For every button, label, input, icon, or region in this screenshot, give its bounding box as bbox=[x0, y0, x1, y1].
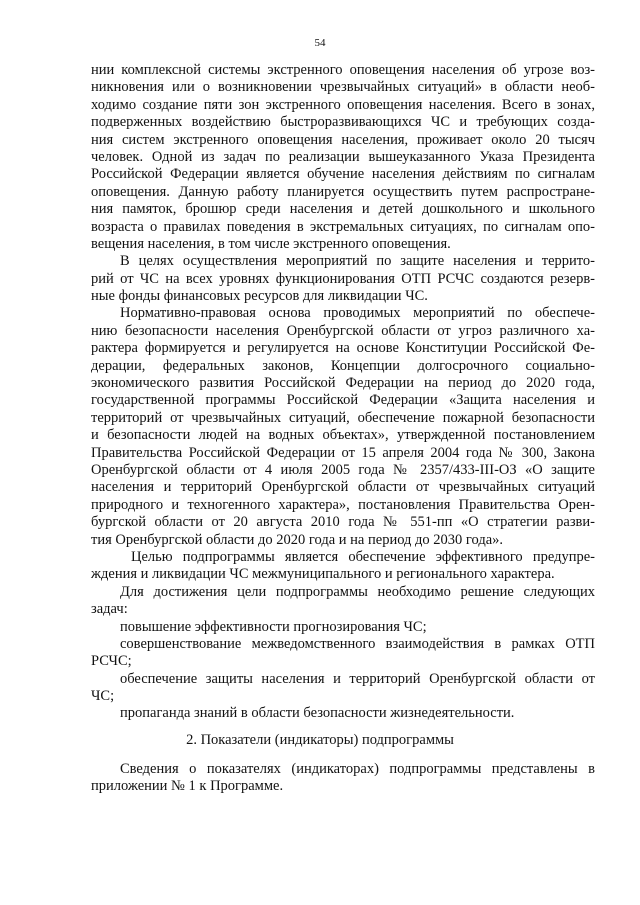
paragraph bbox=[91, 253, 595, 305]
text-line: Для достижения цели подпрограммы необходимо решение следующих bbox=[120, 583, 595, 600]
paragraph bbox=[91, 761, 595, 796]
text-line: пропаганда знаний в области безопасности жизнедеятельности. bbox=[120, 705, 515, 722]
paragraph bbox=[91, 305, 595, 548]
text-line: бургской области от 20 августа 2010 года № 551-пп «О стратегии разви- bbox=[91, 514, 595, 531]
text-line: обеспечение защиты населения и территорий Оренбургской области от bbox=[120, 670, 595, 687]
text-line: нии комплексной системы экстренного оповещения населения об угрозе воз- bbox=[91, 62, 595, 78]
text-line: никновения или о возникновении чрезвычайных ситуаций» в области необ- bbox=[91, 79, 595, 96]
text-line: оповещения. Данную работу планируется осуществить путем распростране- bbox=[91, 183, 595, 200]
text-line: природного и техногенного характера», постановления Правительства Орен- bbox=[91, 496, 595, 513]
paragraph bbox=[91, 549, 595, 584]
closing-text bbox=[91, 761, 595, 796]
text-line: ходимо создание пяти зон экстренного оповещения населения. Всего в зонах, bbox=[91, 96, 595, 113]
text-line: дерации, федеральных законов, Концепции долгосрочного социально- bbox=[91, 357, 595, 374]
text-line: тия Оренбургской области до 2020 года и на период до 2030 года». bbox=[91, 531, 504, 548]
text-line: рактера формируется и регулируется на основе Конституции Российской Фе- bbox=[91, 340, 595, 357]
text-line: возраста о правилах поведения в экстремальных ситуациях, по сигналам опо- bbox=[91, 218, 595, 235]
text-line: человек. Одной из задач по реализации вышеуказанного Указа Президента bbox=[91, 148, 595, 165]
text-line: Российской Федерации является обучение населения действиям по сигналам bbox=[91, 166, 595, 183]
text-line: государственной программы Российской Федерации «Защита населения и bbox=[91, 392, 595, 409]
paragraph bbox=[91, 671, 595, 706]
text-line: Целью подпрограммы является обеспечение эффективного предупре- bbox=[131, 548, 595, 565]
text-line: ЧС; bbox=[91, 688, 115, 705]
text-line: и безопасности людей на водных объектах», утвержденной постановлением bbox=[91, 427, 595, 444]
text-line: ния памяток, брошюр среди населения и детей дошкольного и школьного bbox=[91, 201, 595, 218]
paragraph bbox=[91, 636, 595, 671]
text-line: повышение эффективности прогнозирования ЧС; bbox=[120, 618, 427, 635]
text-line: Оренбургской области от 4 июля 2005 года № 2357/433-III-ОЗ «О защите bbox=[91, 461, 595, 478]
text-line: совершенствование межведомственного взаимодействия в рамках ОТП bbox=[120, 635, 595, 652]
text-line: задач: bbox=[91, 601, 128, 618]
body-text bbox=[91, 62, 595, 723]
paragraph bbox=[91, 584, 595, 619]
paragraph bbox=[91, 705, 595, 722]
paragraph bbox=[91, 62, 595, 253]
text-line: вещения населения, в том числе экстренного оповещения. bbox=[91, 235, 451, 252]
text-line: Правительства Российской Федерации от 15 апреля 2004 года № 300, Закона bbox=[91, 444, 595, 461]
text-line: В целях осуществления мероприятий по защите населения и террито- bbox=[120, 253, 595, 270]
text-line: ные фонды финансовых ресурсов для ликвидации ЧС. bbox=[91, 288, 428, 305]
text-line: экономического развития Российской Федерации на период до 2020 года, bbox=[91, 375, 595, 392]
text-line: нию безопасности населения Оренбургской области от угроз различного ха- bbox=[91, 322, 595, 339]
text-line: Нормативно-правовая основа проводимых мероприятий по обеспече- bbox=[120, 305, 595, 322]
text-line: РСЧС; bbox=[91, 653, 132, 670]
text-line: населения и территорий Оренбургской области от чрезвычайных ситуаций bbox=[91, 479, 595, 496]
section-heading: 2. Показатели (индикаторы) подпрограммы bbox=[186, 732, 454, 748]
paragraph bbox=[91, 619, 595, 636]
text-line: ждения и ликвидации ЧС межмуниципального и регионального характера. bbox=[91, 566, 555, 583]
page-number: 54 bbox=[314, 37, 326, 49]
text-line: ния систем экстренного оповещения населения, проживает около 20 тысяч bbox=[91, 131, 595, 148]
text-line: приложении № 1 к Программе. bbox=[91, 778, 284, 795]
text-line: территорий от чрезвычайных ситуаций, обеспечение пожарной безопасности bbox=[91, 409, 595, 426]
text-line: Сведения о показателях (индикаторах) подпрограммы представлены в bbox=[120, 761, 595, 777]
text-line: подверженных воздействию быстроразвивающихся ЧС и требующих созда- bbox=[91, 114, 595, 131]
text-line: рий от ЧС на всех уровнях функционирования ОТП РСЧС создаются резерв- bbox=[91, 270, 595, 287]
